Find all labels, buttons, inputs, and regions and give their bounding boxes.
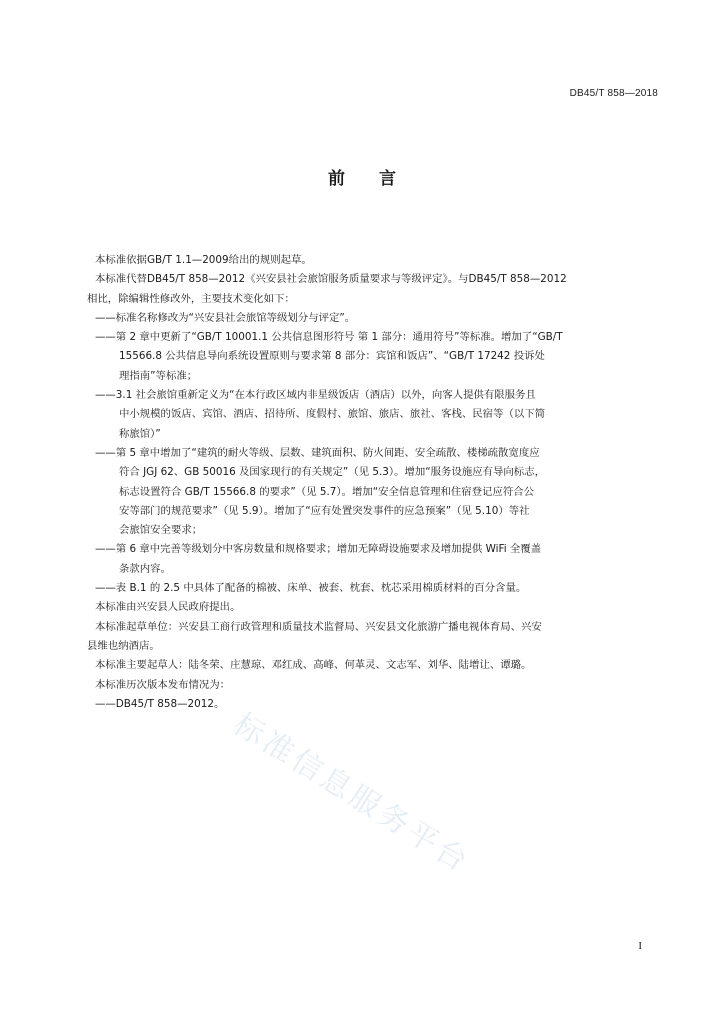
paragraph-drafters: 本标准主要起草人：陆冬荣、庄慧琼、邓红成、高峰、何革灵、文志军、刘华、陆增让、谭璐。 <box>95 659 532 672</box>
change-item-chapter2-cont: 15566.8 公共信息导向系统设置原则与要求第 8 部分：宾馆和饭店”、“GB/T 17242 投诉处 <box>119 350 545 363</box>
change-item-chapter6: ——第 6 章中完善等级划分中客房数量和规格要求；增加无障碍设施要求及增加提供 WiFi 全覆盖 <box>95 543 542 556</box>
change-item-chapter2-cont: 理指南”等标准； <box>119 369 198 382</box>
page-number: I <box>638 940 642 952</box>
change-item-name: ——标准名称修改为“兴安县社会旅馆等级划分与评定”。 <box>95 311 356 324</box>
change-item-chapter5-cont: 会旅馆安全要求； <box>119 524 203 537</box>
paragraph-replaces-cont: 相比，除编辑性修改外，主要技术变化如下： <box>87 292 295 305</box>
paragraph-drafting-units: 本标准起草单位：兴安县工商行政管理和质量技术监督局、兴安县文化旅游广播电视体育局、兴安 <box>95 620 542 633</box>
change-item-chapter5-cont: 标志设置符合 GB/T 15566.8 的要求”（见 5.7）。增加“安全信息管理和住宿登记应符合公 <box>119 485 535 498</box>
change-item-definition: ——3.1 社会旅馆重新定义为“在本行政区域内非星级饭店（酒店）以外，向客人提供有限服务且 <box>95 389 536 402</box>
change-item-chapter6-cont: 条款内容。 <box>119 562 171 575</box>
paragraph-basis: 本标准依据GB/T 1.1—2009给出的规则起草。 <box>95 254 312 266</box>
standard-code: DB45/T 858—2018 <box>569 88 658 99</box>
change-item-chapter5-cont: 符合 JGJ 62、GB 50016 及国家现行的有关规定”（见 5.3）。增加“服务设施应有导向标志， <box>119 466 545 479</box>
paragraph-proposed-by: 本标准由兴安县人民政府提出。 <box>95 601 241 614</box>
change-item-table-b1: ——表 B.1 的 2.5 中具体了配备的棉被、床单、被套、枕套、枕芯采用棉质材料的百分含量。 <box>95 582 527 595</box>
change-item-chapter5: ——第 5 章中增加了“建筑的耐火等级、层数、建筑面积、防火间距、安全疏散、楼梯疏散宽度应 <box>95 446 540 459</box>
change-item-chapter2: ——第 2 章中更新了“GB/T 10001.1 公共信息图形符号 第 1 部分：通用符号”等标准。增加了“GB/T <box>95 331 563 344</box>
change-item-definition-cont: 中小规模的饭店、宾馆、酒店、招待所、度假村、旅馆、旅店、旅社、客栈、民宿等（以下简 <box>119 408 546 421</box>
paragraph-drafting-units-cont: 县维也纳酒店。 <box>87 639 160 652</box>
page-title: 前 言 <box>328 169 410 189</box>
paragraph-history: 本标准历次版本发布情况为： <box>95 678 231 691</box>
paragraph-replaces: 本标准代替DB45/T 858—2012《兴安县社会旅馆服务质量要求与等级评定》。与DB45/T 858—2012 <box>95 273 567 286</box>
change-item-definition-cont: 称旅馆）” <box>119 427 161 440</box>
watermark: 标准信息服务平台 <box>227 706 477 881</box>
change-item-chapter5-cont: 安等部门的规范要求”（见 5.9）。增加了“应有处置突发事件的应急预案”（见 5.10）等社 <box>119 504 530 517</box>
foreword-body <box>87 251 639 714</box>
history-item: ——DB45/T 858—2012。 <box>95 697 225 710</box>
